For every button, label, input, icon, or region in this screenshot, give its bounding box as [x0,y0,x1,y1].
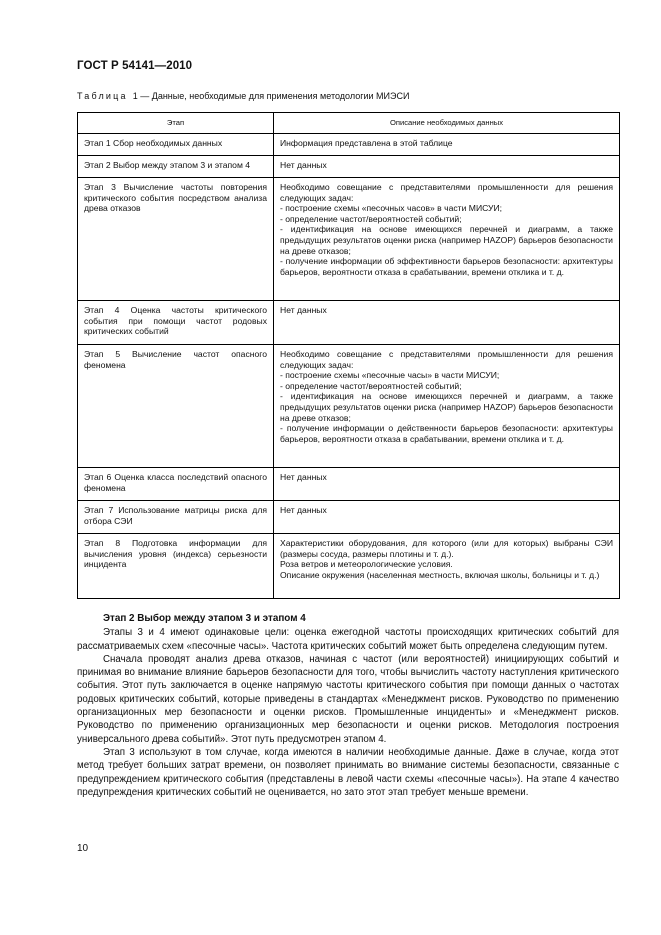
description-line: Нет данных [280,305,327,315]
stage-cell: Этап 4 Оценка частоты критического события при помощи частот родовых критических событий [78,301,274,345]
stage-cell: Этап 8 Подготовка информации для вычисления уровня (индекса) серьезности инцидента [78,534,274,599]
table-row [78,501,620,534]
description-line: - определение частот/вероятностей событий; [280,380,462,391]
stage-cell: Этап 7 Использование матрицы риска для отбора СЭИ [78,501,274,534]
description-line: Необходимо совещание с представителями промышленности для решения следующих задач: [280,182,613,203]
description-cell [274,178,620,301]
table-row [78,156,620,178]
page-number: 10 [77,843,89,854]
description-cell [274,134,620,156]
description-line: - получение информации об эффективности барьеров безопасности: архитектуры барьеров, вероятности отказа в срабатывании, времени отклика и т. д. [280,256,613,277]
section-heading: Этап 2 Выбор между этапом 3 и этапом 4 [103,613,306,624]
description-cell [274,468,620,501]
table-caption-label: Таблица [77,91,128,101]
description-cell [274,501,620,534]
column-header-description: Описание необходимых данных [274,113,620,134]
description-line: - идентификация на основе имеющихся перечней и диаграмм, а также предыдущих результатов оценки риска (например HAZOP) барьеров безопасности на древе отказов; [280,391,613,423]
description-line: - определение частот/вероятностей событий; [280,213,462,224]
table-row [78,534,620,599]
table-row [78,468,620,501]
body-paragraph: Этап 3 используют в том случае, когда имеются в наличии необходимые данные. Даже в случае, когда этот метод требует больших затрат времени, он позволяет принимать во внимание системы безопасности, связанные с предупреждением критического события (представлены в левой части схемы «песочные часы»). На этапе 4 качество предупреждения критических событий не оценивается, но зато этот этап требует меньше времени. [77,746,619,798]
table-row [78,178,620,301]
description-line: - идентификация на основе имеющихся перечней и диаграмм, а также предыдущих результатов оценки риска (например HAZOP) барьеров безопасности на древе отказов; [280,224,613,256]
table-row [78,301,620,345]
description-line: Информация представлена в этой таблице [280,138,453,148]
table-caption-text: — Данные, необходимые для применения методологии МИЭСИ [137,91,410,101]
table-row [78,345,620,468]
description-line: - построение схемы «песочные часы» в части МИСУИ; [280,370,500,381]
description-line: Характеристики оборудования, для которого (или для которых) выбраны СЭИ (размеры сосуда, размеры плотины и т. д.). [280,538,613,559]
description-cell [274,534,620,599]
data-requirements-table [77,112,620,599]
description-line: Нет данных [280,160,327,170]
section-body [77,612,619,799]
description-line: - получение информации о действенности барьеров безопасности: архитектуры барьеров, вероятности отказа в срабатывании, времени отклика и т. д. [280,423,613,444]
description-cell [274,156,620,178]
description-line: Описание окружения (населенная местность, включая школы, больницы и т. д.) [280,569,600,580]
table-caption [77,91,409,101]
table-caption-number: 1 [132,91,138,101]
column-header-stage: Этап [78,113,274,134]
description-cell [274,345,620,468]
standard-designation: ГОСТ Р 54141—2010 [77,60,193,72]
stage-cell: Этап 2 Выбор между этапом 3 и этапом 4 [78,156,274,178]
description-line: Нет данных [280,505,327,515]
stage-cell: Этап 6 Оценка класса последствий опасного феномена [78,468,274,501]
description-line: Роза ветров и метеорологические условия. [280,559,453,570]
table-row [78,134,620,156]
stage-cell: Этап 1 Сбор необходимых данных [78,134,274,156]
description-line: - построение схемы «песочных часов» в части МИСУИ; [280,203,503,214]
body-paragraph: Этапы 3 и 4 имеют одинаковые цели: оценка ежегодной частоты происходящих критических событий для рассматриваемых схем «песочные часы». Частота критических событий может быть определена следующим путем. [77,627,619,652]
stage-cell: Этап 3 Вычисление частоты повторения критического события посредством анализа древа отказов [78,178,274,301]
description-line: Необходимо совещание с представителями промышленности для решения следующих задач: [280,349,613,370]
body-paragraph: Сначала проводят анализ древа отказов, начиная с частот (или вероятностей) инициирующих событий и принимая во внимание влияние барьеров безопасности для того, чтобы вычислить частоту наступления критического события. Этот путь заключается в оценке напрямую частоты критического события при помощи данных о частотах родовых критических событий, которые приведены в стандартах «Менеджмент рисков. Руководство по применению организационных мер безопасности и оценки рисков. Промышленные инциденты» и «Менеджмент рисков. Руководство по применению организационных мер безопасности и оценки рисков. Методология построения универсального древа событий». Этот путь предусмотрен этапом 4. [77,653,619,745]
stage-cell: Этап 5 Вычисление частот опасного феномена [78,345,274,468]
description-cell [274,301,620,345]
description-line: Нет данных [280,472,327,482]
